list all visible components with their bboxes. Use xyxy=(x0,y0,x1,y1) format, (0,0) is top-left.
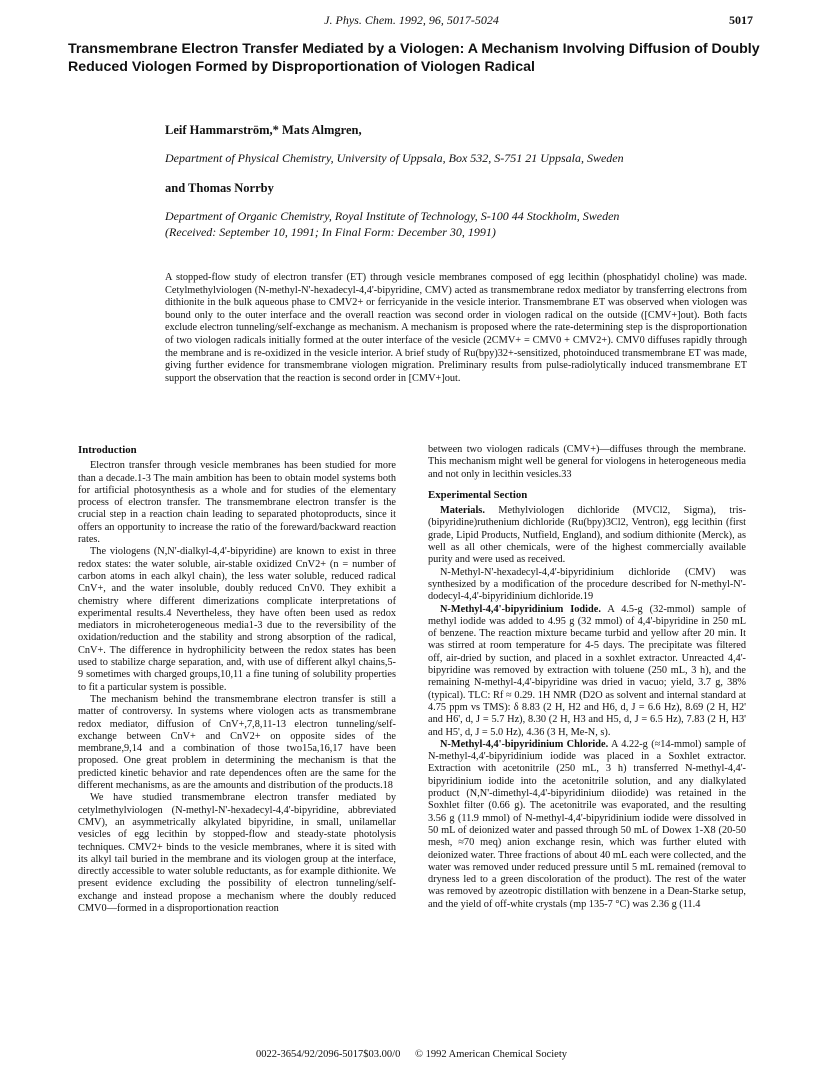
runin-heading: Materials. xyxy=(440,505,485,517)
section-heading-experimental: Experimental Section xyxy=(428,488,528,501)
page-footer xyxy=(0,1049,823,1060)
paragraph-text: A 4.5-g (32-mmol) sample of methyl iodide was added to 4.95 g (32 mmol) of 4,4'-bipyridine in 250 mL of benzene. The reaction mixture became turbid and yellow after 20 min. It was stirred at room temperature for 4-5 days. The precipitate was filtered off, air-dried by suction, and placed in a soxhlet extractor. Unreacted 4,4'-bipyridine was removed by extraction with toluene (250 mL, 3 h), and the remaining N-methyl-4,4'-bipyridine was dried in vacuo; yield, 3.7 g, 38% (typical). TLC: Rf ≈ 0.29. 1H NMR (D2O as solvent and internal standard at 4.75 ppm vs TMS): δ 8.83 (2 H, H2 and H6, d, J = 6.6 Hz), 8.69 (2 H, H2' and H6', d, J = 5.7 Hz), 8.30 (2 H, H3 and H5, d, J = 6.5 Hz), 7.83 (2 H, H3' and H5', d, J = 5.0 Hz), 4.36 (3 H, Me-N, s). xyxy=(428,603,746,738)
runin-heading: N-Methyl-4,4'-bipyridinium Iodide. xyxy=(440,603,601,615)
section-heading-introduction: Introduction xyxy=(78,444,137,456)
left-column xyxy=(78,444,396,915)
affiliation-2-block xyxy=(165,208,725,240)
second-author: and Thomas Norrby xyxy=(165,181,274,195)
paragraph-continuation: between two viologen radicals (CMV+)—diffuses through the membrane. This mechanism might well be general for viologens in heterogeneous media and not only in lecithin vesicles.33 xyxy=(428,444,746,480)
paragraph: We have studied transmembrane electron transfer mediated by cetylmethylviologen (N-methyl-N'-hexadecyl-4,4'-bipyridine, abbreviated CMV), an asymmetrically alkylated bipyridine, in small, unilamellar vesicles of egg lecithin by stopped-flow and steady-state photolysis techniques. CMV2+ binds to the vesicle membranes, where it is sited with its alkyl tail buried in the membrane and its viologen group at the interface, directly accessible to water soluble reductants, as for example dithionite. We present evidence excluding the possibility of electron tunneling/self-exchange and instead propose a mechanism where the doubly reduced CMV0—formed in a disproportionation reaction xyxy=(78,792,396,914)
paragraph: The mechanism behind the transmembrane electron transfer is still a matter of controversy. In systems where viologen acts as transmembrane redox mediator, diffusion of CnV+,7,8,11-13 electron tunneling/self-exchange between CnV+ and CnV2+ on opposite sides of the membrane,9,14 and a combination of those two15a,16,17 have been proposed. One great problem in determining the mechanism is that the predicted kinetic behavior and rate dependences often are the same for the different mechanisms, as are the amounts and distribution of the products.18 xyxy=(78,693,396,792)
paragraph: The viologens (N,N'-dialkyl-4,4'-bipyridine) are known to exist in three redox states: the water soluble, air-stable oxidized CnV2+ (n = number of carbon atoms in each alkyl chain), the less water soluble, reduced radical CnV+, and the water insoluble, doubly reduced CnV0. They exhibit a chemistry where different dimerizations complicate interpretations of experimental results.4 Nevertheless, they have often been used as redox mediators in microheterogeneous media1-3 due to the reversibility of the oxidation/reduction and the stability and strong absorption of the radical, CnV+. The difference in hydrophilicity between the redox states has been used to stabilize charge separation, and, with use of different alkyl chains,5-9 sometimes with charged groups,10,11 a fine tuning of solubility properties to fit a particular system is possible. xyxy=(78,546,396,693)
paragraph-text: Methylviologen dichloride (MVCl2, Sigma), tris-(bipyridine)ruthenium dichloride (Ru(bpy)3Cl2, Ventron), egg lecithin (first grade, Lipid Products, Nutfield, England), and sodium dithionite (Merck), as well as all other chemicals, were of the highest commercially available purity and were used as received. xyxy=(428,505,747,566)
paragraph: Electron transfer through vesicle membranes has been studied for more than a decade.1-3 The main ambition has been to obtain model systems both for artificial photosynthesis as a whole and for studies of the elementary process of electron transfer. The transmembrane electron transfer is the crucial step in a reaction chain leading to separated photoproducts, since it offers an opportunity to increase the ratio of the foreward/backward reaction rates. xyxy=(78,460,396,546)
received-dates: (Received: September 10, 1991; In Final Form: December 30, 1991) xyxy=(165,225,496,239)
copyright: © 1992 American Chemical Society xyxy=(414,1049,568,1060)
journal-citation: J. Phys. Chem. 1992, 96, 5017-5024 xyxy=(324,13,499,27)
article-code: 0022-3654/92/2096-5017$03.00/0 xyxy=(255,1049,401,1060)
paragraph-cmv xyxy=(428,567,746,604)
paragraph-materials xyxy=(428,505,746,566)
paragraph-text: A 4.22-g (≈14-mmol) sample of N-methyl-4,4'-bipyridinium iodide was placed in a Soxhlet extractor. Extraction with acetonitrile (250 mL, 3 h) transferred N-methyl-4,4'-bipyridinium iodide into the acetonitrile solution, and any dialkylated product (N,N'-dimethyl-4,4'-bipyridinium diiodide) was retained in the Soxhlet filter (0.66 g). The acetonitrile was evaporated, and the resulting 3.56 g (11.9 mmol) of N-methyl-4,4'-bipyridinium iodide were dissolved in 50 mL of deionized water and passed through 50 mL of Dowex 1-X8 (20-50 mesh, ≈70 meq) anion exchange resin, which was further eluted with deionized water. Three fractions of about 40 mL each were collected, and the water was removed under reduced pressure until 5 mL remained (removal to dryness led to a green discoloration of the product). The rest of the water was removed by azeotropic distillation with benzene in a Dean-Starke setup, and the yield of off-white crystals (mp 135-7 °C) was 2.36 g (11.4 xyxy=(428,738,746,910)
running-head xyxy=(0,13,823,29)
page-number: 5017 xyxy=(729,13,753,27)
affiliation-1: Department of Physical Chemistry, University of Uppsala, Box 532, S-751 21 Uppsala, Sweden xyxy=(165,151,624,165)
runin-heading: N-Methyl-4,4'-bipyridinium Chloride. xyxy=(440,738,609,750)
paragraph-iodide xyxy=(428,604,746,739)
paragraph-text: N-Methyl-N'-hexadecyl-4,4'-bipyridinium dichloride (CMV) was synthesized by a modification of the procedure described for N-methyl-N'-dodecyl-4,4'-bipyridinium dichloride.19 xyxy=(428,566,746,603)
article-title: Transmembrane Electron Transfer Mediated by a Viologen: A Mechanism Involving Diffusion of Doubly Reduced Viologen Formed by Disproportionation of Viologen Radical xyxy=(68,41,760,75)
affiliation-2: Department of Organic Chemistry, Royal Institute of Technology, S-100 44 Stockholm, Sweden xyxy=(165,209,620,223)
abstract: A stopped-flow study of electron transfer (ET) through vesicle membranes composed of egg lecithin (phosphatidyl choline) was made. Cetylmethylviologen (N-methyl-N'-hexadecyl-4,4'-bipyridine, CMV) acted as transmembrane redox mediator by transferring electrons from dithionite in the bulk aqueous phase to CMV2+ or ferricyanide in the vesicle interior. Transmembrane ET was observed when viologen was bound only to the outer interface and the overall reaction was second order in viologen radical on the outside ([CMV+]out). Both facts exclude electron tunneling/self-exchange as mechanism. A mechanism is proposed where the rate-determining step is the disproportionation of two viologen radicals initially formed at the outer interface of the vesicle (2CMV+ = CMV0 + CMV2+). CMV0 diffuses rapidly through the membrane and is re-oxidized in the vesicle interior. A brief study of Ru(bpy)32+-sensitized, photoinduced transmembrane ET was made, giving further evidence for transmembrane viologen migration. Preliminary results from pulse-radiolytically induced transmembrane ET support the observation that the reaction is second order in [CMV+]out. xyxy=(165,272,747,384)
right-column xyxy=(428,444,746,911)
paragraph-chloride xyxy=(428,739,746,911)
authors: Leif Hammarström,* Mats Almgren, xyxy=(165,123,362,137)
